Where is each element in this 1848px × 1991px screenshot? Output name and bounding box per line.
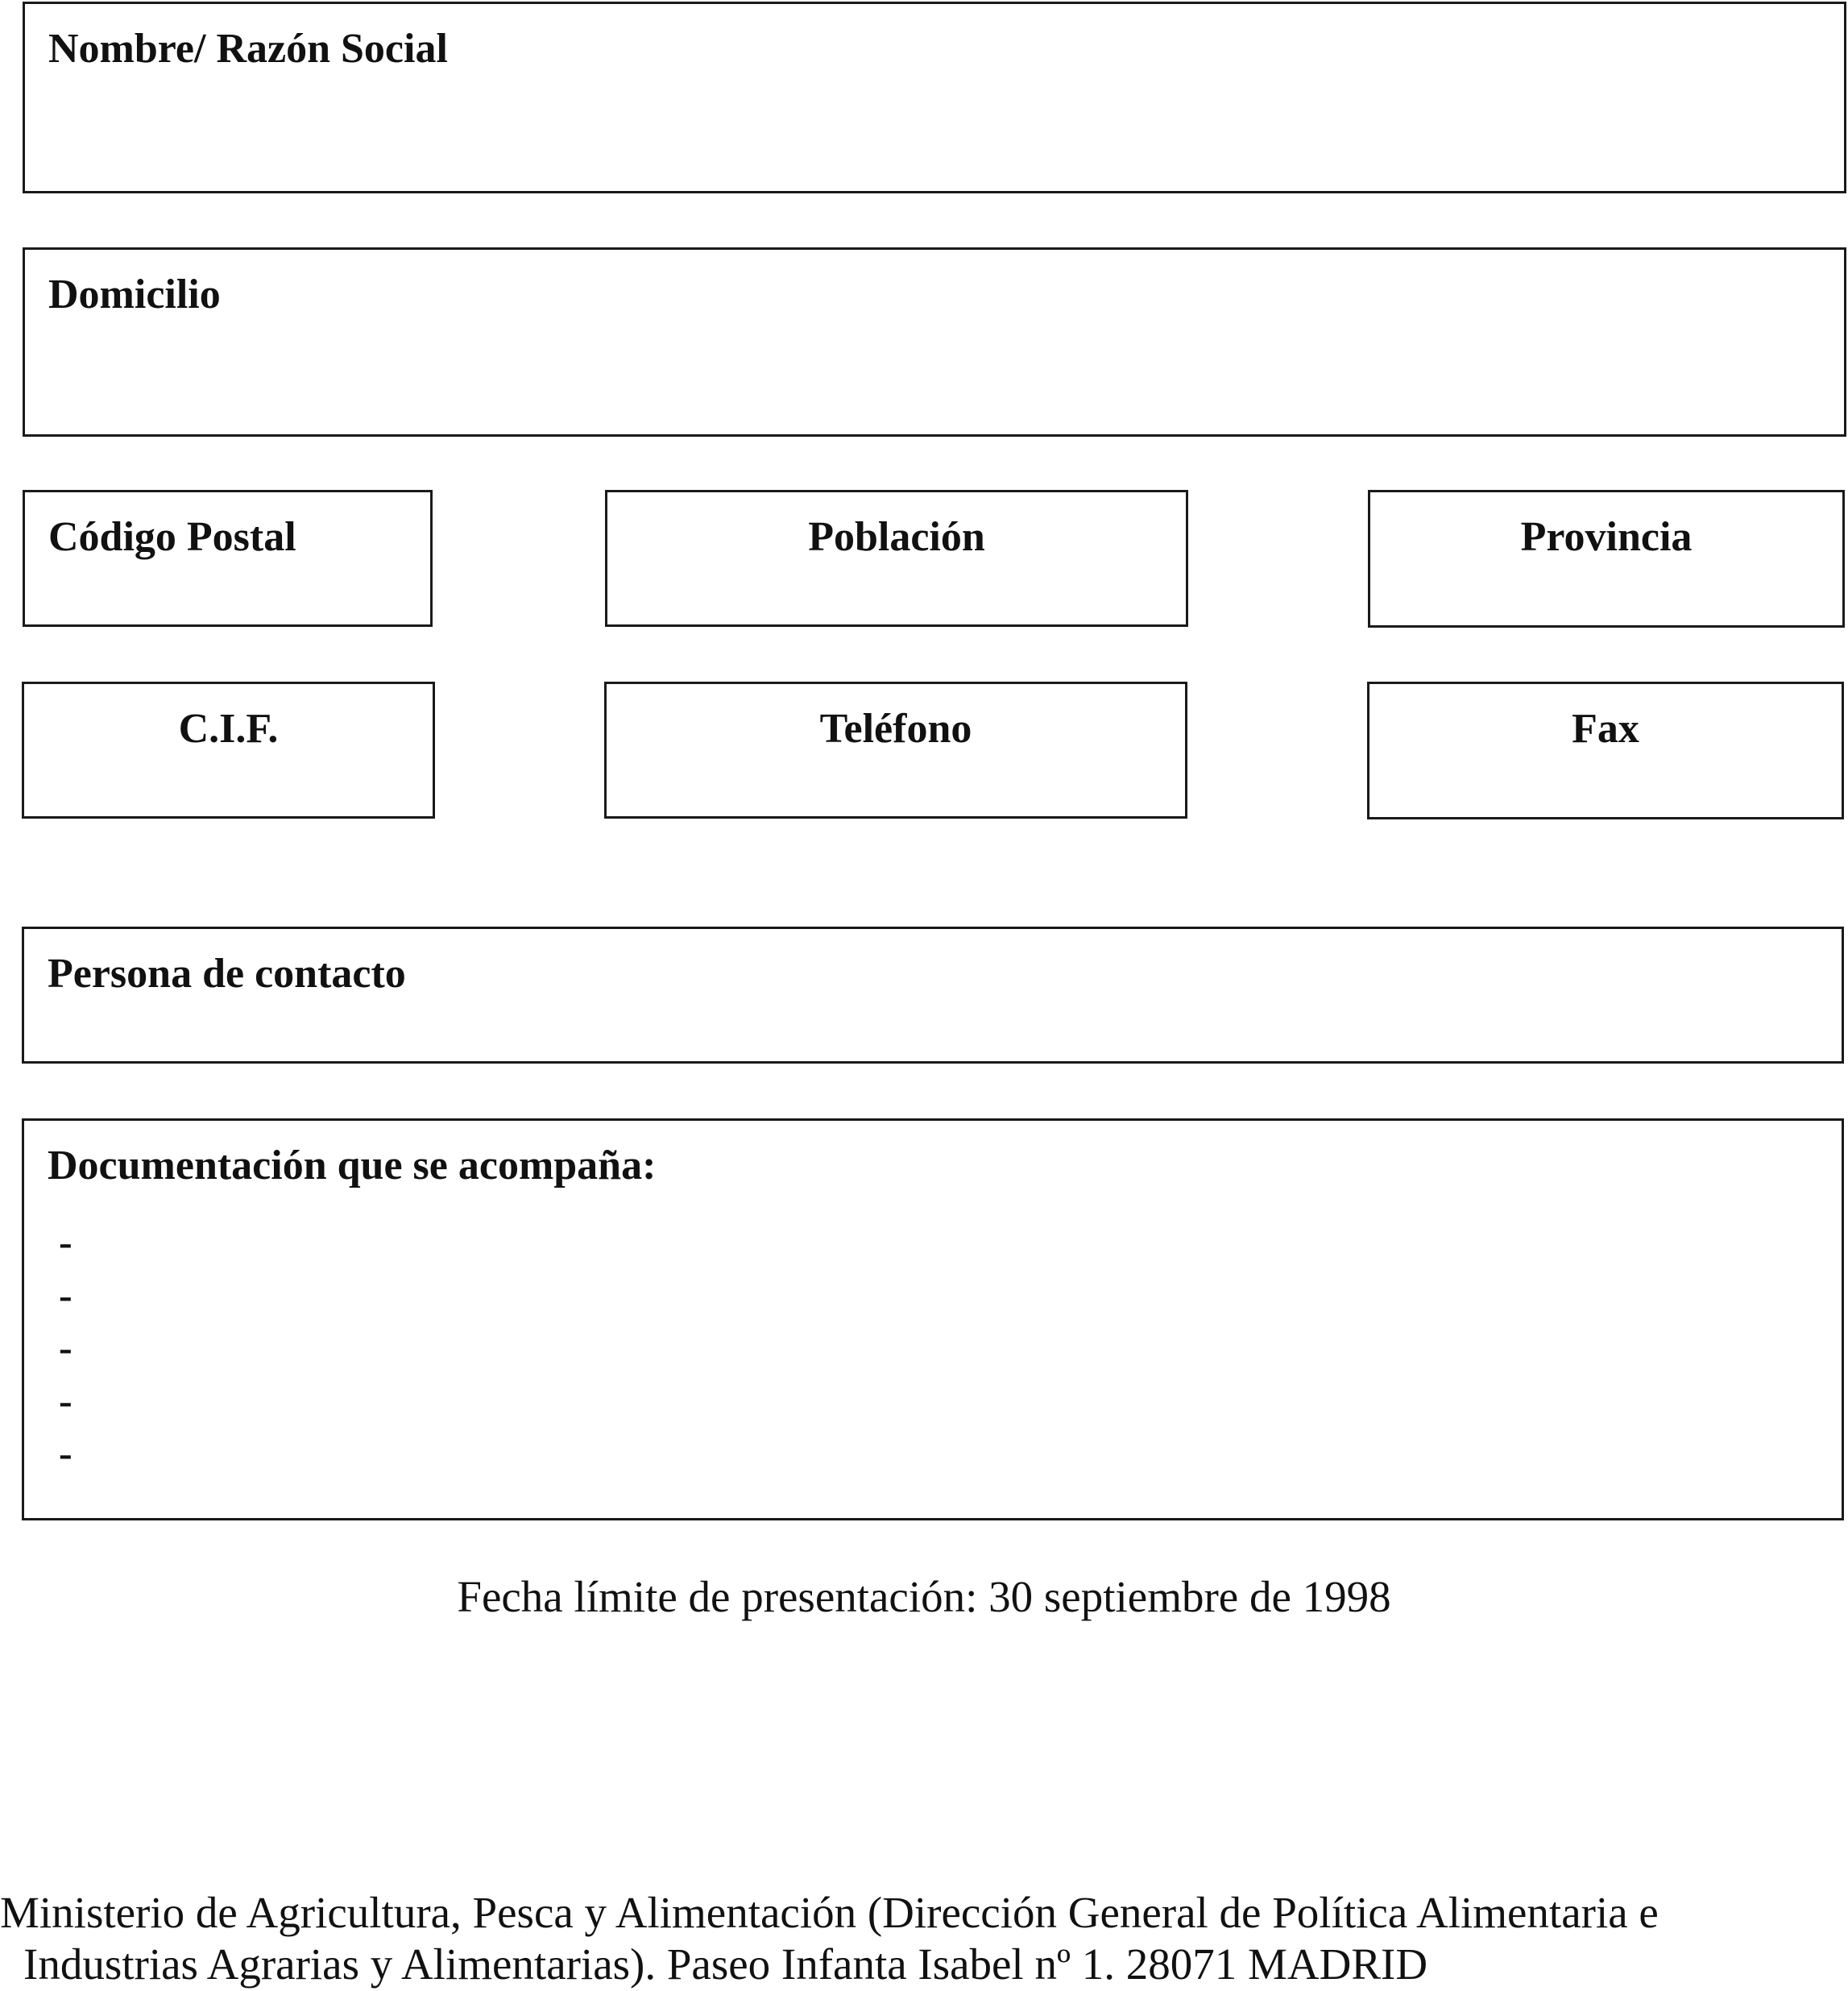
provincia-field[interactable] [1368, 490, 1845, 628]
nombre-razon-social-field[interactable] [23, 2, 1846, 193]
persona-contacto-label: Persona de contacto [48, 951, 406, 997]
domicilio-field[interactable] [23, 247, 1846, 437]
telefono-field[interactable] [604, 682, 1187, 819]
cif-field[interactable] [22, 682, 435, 819]
documentacion-item: - [59, 1219, 73, 1264]
documentacion-label: Documentación que se acompaña: [48, 1143, 657, 1188]
cif-label: C.I.F. [178, 706, 279, 752]
documentacion-item: - [59, 1325, 73, 1370]
fax-field[interactable] [1367, 682, 1844, 819]
documentacion-field[interactable] [22, 1118, 1844, 1520]
footer-address [0, 1887, 1848, 1990]
poblacion-label: Población [808, 514, 985, 560]
documentacion-list [59, 1216, 73, 1480]
codigo-postal-field[interactable] [23, 490, 433, 627]
codigo-postal-label: Código Postal [48, 514, 296, 560]
deadline-text: Fecha límite de presentación: 30 septiembre de 1998 [457, 1572, 1391, 1621]
footer-line-1: Ministerio de Agricultura, Pesca y Alimentación (Dirección General de Política Alimentaria e [0, 1888, 1659, 1937]
documentacion-item: - [59, 1377, 73, 1423]
fax-label: Fax [1572, 706, 1639, 752]
domicilio-label: Domicilio [48, 272, 221, 317]
provincia-label: Provincia [1520, 514, 1693, 560]
telefono-label: Teléfono [819, 706, 972, 752]
documentacion-item: - [59, 1430, 73, 1475]
poblacion-field[interactable] [605, 490, 1188, 627]
documentacion-item: - [59, 1271, 73, 1317]
footer-line-2: Industrias Agrarias y Alimentarias). Paseo Infanta Isabel nº 1. 28071 MADRID [23, 1939, 1428, 1989]
nombre-razon-social-label: Nombre/ Razón Social [48, 26, 448, 72]
persona-contacto-field[interactable] [22, 927, 1844, 1064]
